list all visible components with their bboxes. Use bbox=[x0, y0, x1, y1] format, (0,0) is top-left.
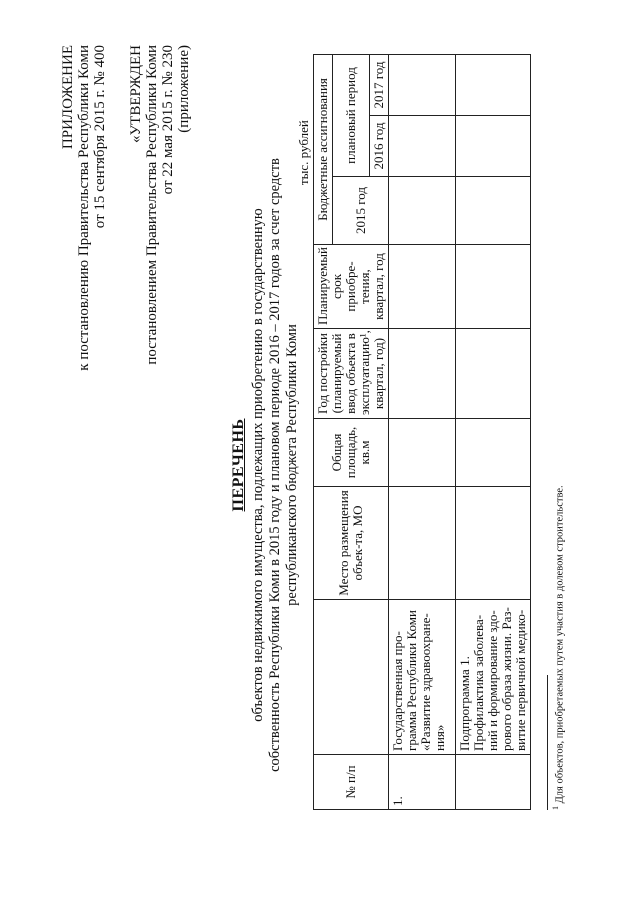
approved-line-1: постановлением Правительства Республики Коми bbox=[144, 45, 160, 365]
cell-area bbox=[389, 419, 456, 487]
appendix-line-1: к постановлению Правительства Республики Коми bbox=[76, 45, 92, 371]
subtitle-line-1: объектов недвижимого имущества, подлежащих приобретению в государственную bbox=[250, 208, 266, 722]
cell-2015 bbox=[389, 177, 456, 245]
approved-line-2: от 22 мая 2015 г. № 230 bbox=[160, 45, 176, 195]
document-subtitle bbox=[250, 115, 301, 815]
header-name bbox=[314, 600, 389, 755]
cell-acquisition-term bbox=[456, 245, 531, 329]
cell-area bbox=[456, 419, 531, 487]
footnote-text: Для объектов, приобретаемых путем участия в долевом строительстве. bbox=[554, 485, 566, 804]
cell-2016 bbox=[389, 116, 456, 177]
header-location: Место размещения объек-та, МО bbox=[314, 487, 389, 600]
cell-num: 1. bbox=[389, 755, 456, 810]
header-acquisition-term: Планируемый срок приобре-тения, квартал, год bbox=[314, 245, 389, 329]
unit-label: тыс. рублей bbox=[296, 120, 311, 185]
header-area: Общая площадь, кв.м bbox=[314, 419, 389, 487]
approved-line-3: (приложение) bbox=[176, 45, 192, 133]
header-year-built: Год постройки (планируемый ввод объекта в эксплуатацию¹, квартал, год) bbox=[314, 329, 389, 419]
document-title: ПЕРЕЧЕНЬ bbox=[230, 418, 247, 512]
cell-year-built bbox=[389, 329, 456, 419]
cell-2015 bbox=[456, 177, 531, 245]
table-row bbox=[389, 54, 456, 809]
cell-2017 bbox=[456, 54, 531, 115]
footnote bbox=[550, 485, 567, 810]
cell-year-built bbox=[456, 329, 531, 419]
approved-title: «УТВЕРЖДЕН bbox=[128, 45, 144, 143]
footnote-divider bbox=[547, 675, 548, 810]
subtitle-line-3: республиканского бюджета Республики Коми bbox=[284, 324, 300, 606]
cell-num bbox=[456, 755, 531, 810]
header-num: № п/п bbox=[314, 755, 389, 810]
assets-table bbox=[313, 54, 531, 810]
cell-2016 bbox=[456, 116, 531, 177]
appendix-block bbox=[60, 45, 108, 405]
cell-location bbox=[456, 487, 531, 600]
header-plan-period: плановый период bbox=[333, 54, 370, 176]
approved-block bbox=[128, 45, 192, 405]
header-row-1 bbox=[314, 54, 333, 809]
cell-name: Подпрограмма 1. Профилактика заболева-ний и формирование здо-рового образа жизни. Раз-витие первичной медико- bbox=[456, 600, 531, 755]
header-budget: Бюджетные ассигнования bbox=[314, 54, 333, 244]
table-row bbox=[456, 54, 531, 809]
header-year-2016: 2016 год bbox=[370, 116, 389, 177]
footnote-marker: 1 bbox=[551, 806, 560, 810]
subtitle-line-2: собственность Республики Коми в 2015 году и плановом периоде 2016 – 2017 годов за счет средств bbox=[267, 158, 283, 772]
cell-name: Государственная про-грамма Республики Коми «Развитие здравоохране-ния» bbox=[389, 600, 456, 755]
header-year-2015: 2015 год bbox=[333, 177, 389, 245]
cell-location bbox=[389, 487, 456, 600]
cell-acquisition-term bbox=[389, 245, 456, 329]
appendix-line-2: от 15 сентября 2015 г. № 400 bbox=[92, 45, 108, 229]
document-heading bbox=[230, 115, 301, 815]
header-year-2017: 2017 год bbox=[370, 54, 389, 115]
appendix-title: ПРИЛОЖЕНИЕ bbox=[60, 45, 76, 150]
cell-2017 bbox=[389, 54, 456, 115]
